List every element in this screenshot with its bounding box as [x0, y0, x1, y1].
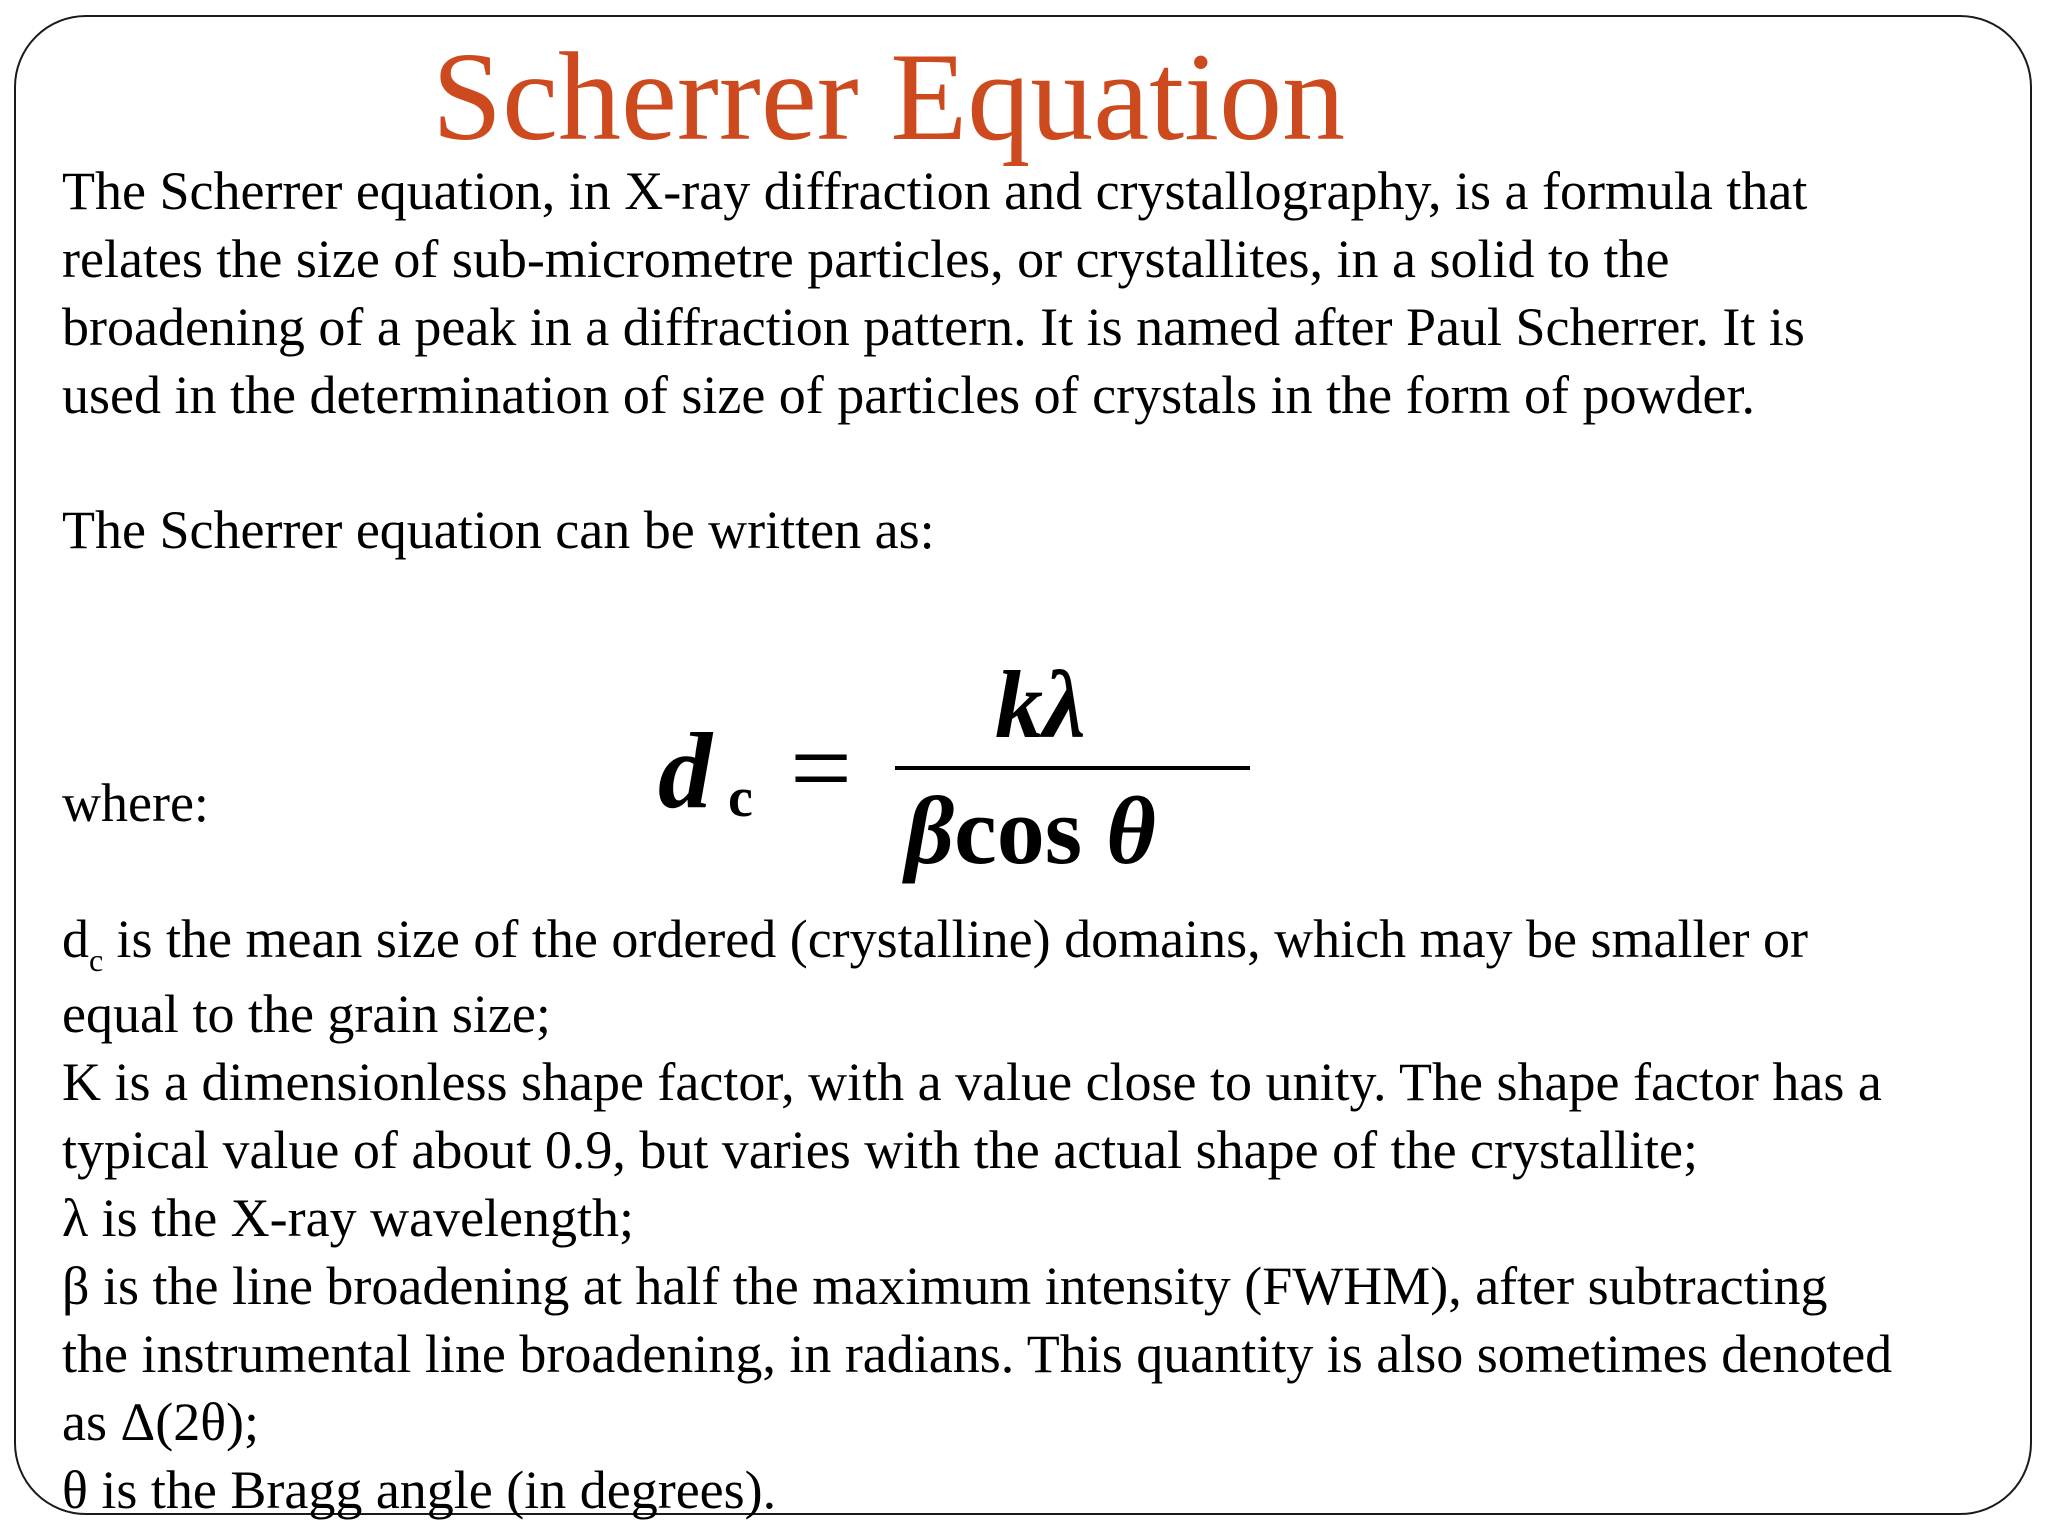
definition-theta: θ is the Bragg angle (in degrees).: [62, 1460, 777, 1520]
formula-lhs-subscript: c: [728, 767, 753, 829]
definition-k-continued: typical value of about 0.9, but varies with the actual shape of the crystallite;: [62, 1120, 1698, 1180]
slide-title: Scherrer Equation: [432, 28, 1346, 167]
definition-beta: β is the line broadening at half the maximum intensity (FWHM), after subtracting: [62, 1256, 1828, 1316]
definition-beta-continued: the instrumental line broadening, in radians. This quantity is also sometimes denoted: [62, 1324, 1893, 1384]
formula-lhs-symbol: d: [658, 712, 712, 831]
dc-subscript: c: [89, 942, 104, 978]
formula-cos: cos: [954, 777, 1083, 884]
where-label: where:: [62, 773, 209, 833]
intro-line: relates the size of sub-micrometre particles, or crystallites, in a solid to the: [62, 229, 1670, 289]
formula-equals-sign: =: [790, 707, 853, 829]
intro-line: The Scherrer equation, in X-ray diffraction and crystallography, is a formula that: [62, 161, 1808, 221]
intro-line: broadening of a peak in a diffraction pattern. It is named after Paul Scherrer. It is: [62, 297, 1805, 357]
definition-lambda: λ is the X-ray wavelength;: [62, 1188, 635, 1248]
definition-beta-continued: as Δ(2θ);: [62, 1392, 260, 1452]
formula-denominator: [905, 776, 1156, 886]
intro-line: used in the determination of size of particles of crystals in the form of powder.: [62, 365, 1756, 425]
formula-theta: θ: [1106, 777, 1156, 884]
formula-beta: β: [905, 777, 955, 884]
dc-text: is the mean size of the ordered (crystalline) domains, which may be smaller or: [103, 909, 1808, 969]
dc-symbol: d: [62, 909, 89, 969]
definitions-list: [62, 905, 1892, 1524]
scherrer-formula: [650, 650, 1270, 900]
intro-paragraph: [62, 157, 1807, 429]
formula-numerator: kλ: [995, 651, 1086, 758]
formula-fraction-bar: [895, 766, 1250, 770]
definition-dc-continued: equal to the grain size;: [62, 984, 551, 1044]
definition-dc: [62, 905, 1892, 980]
definition-k: K is a dimensionless shape factor, with a value close to unity. The shape factor has a: [62, 1052, 1882, 1112]
equation-intro: The Scherrer equation can be written as:: [62, 500, 935, 560]
